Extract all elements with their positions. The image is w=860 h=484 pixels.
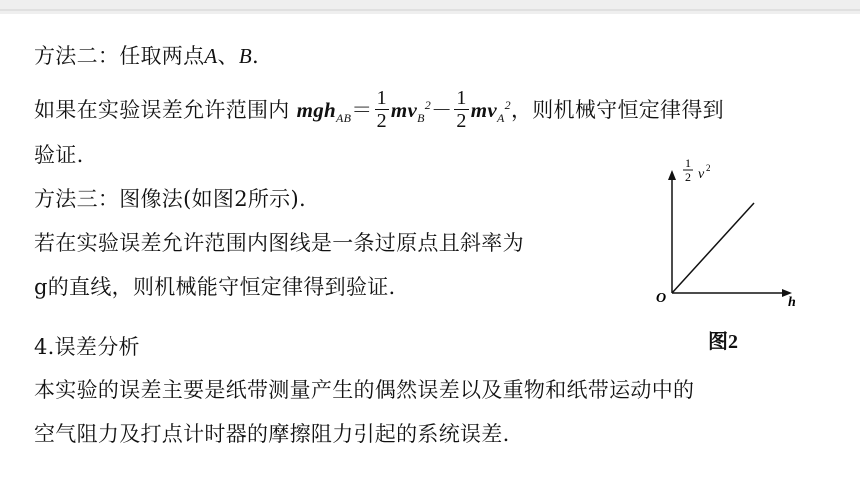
equation-prefix: 如果在实验误差允许范围内 — [34, 98, 297, 122]
point-a: A — [204, 44, 218, 68]
proportional-line — [672, 203, 754, 293]
top-decor-stripe — [0, 9, 860, 11]
top-decor-bar — [0, 0, 860, 14]
equation-suffix: ，则机械守恒定律得到 — [510, 98, 724, 122]
y-label-num: 1 — [685, 156, 691, 170]
frac2-den: 2 — [456, 110, 467, 132]
y-label-den: 2 — [685, 170, 691, 184]
method2-sep: 、 — [217, 44, 239, 68]
point-b: B — [238, 44, 252, 68]
term2-sub: A — [497, 111, 505, 126]
method3-line: 方法三：图像法(如图2所示). — [34, 187, 306, 211]
method2-end: . — [252, 44, 259, 68]
graph-text-line2: g的直线，则机械能守恒定律得到验证. — [34, 275, 396, 299]
equation-line — [34, 89, 724, 134]
y-axis-arrow — [668, 170, 676, 180]
minus-sign: － — [431, 98, 453, 122]
section4-title: 4.误差分析 — [34, 335, 140, 359]
frac2-num: 1 — [456, 87, 467, 109]
method2-line — [34, 41, 259, 71]
term1-mv: mv — [390, 98, 418, 122]
equals-sign: ＝ — [351, 98, 373, 122]
frac1-num: 1 — [376, 87, 387, 109]
section4-line2: 空气阻力及打点计时器的摩擦阻力引起的系统误差. — [34, 422, 510, 446]
method2-prefix: 方法二：任取两点 — [34, 44, 205, 68]
y-label-var: v — [698, 167, 705, 182]
verify-line: 验证. — [34, 143, 84, 167]
lhs-sub: AB — [336, 111, 352, 126]
y-label-sup: 2 — [706, 163, 711, 173]
graph-text-line1: 若在实验误差允许范围内图线是一条过原点且斜率为 — [34, 231, 524, 255]
frac1-den: 2 — [376, 110, 387, 132]
term2-sup: 2 — [504, 98, 511, 112]
term1-sup: 2 — [424, 98, 432, 112]
term1-sub: B — [417, 111, 425, 126]
fraction-half-1 — [375, 87, 389, 132]
section4-line1: 本实验的误差主要是纸带测量产生的偶然误差以及重物和纸带运动中的 — [34, 378, 695, 402]
origin-label: O — [656, 291, 667, 306]
figure-caption: 图2 — [708, 331, 738, 353]
fraction-half-2 — [454, 87, 468, 132]
term2-mv: mv — [470, 98, 497, 122]
lhs-mgh: mgh — [296, 98, 336, 122]
x-label: h — [788, 295, 796, 310]
v2-h-graph — [648, 150, 808, 310]
